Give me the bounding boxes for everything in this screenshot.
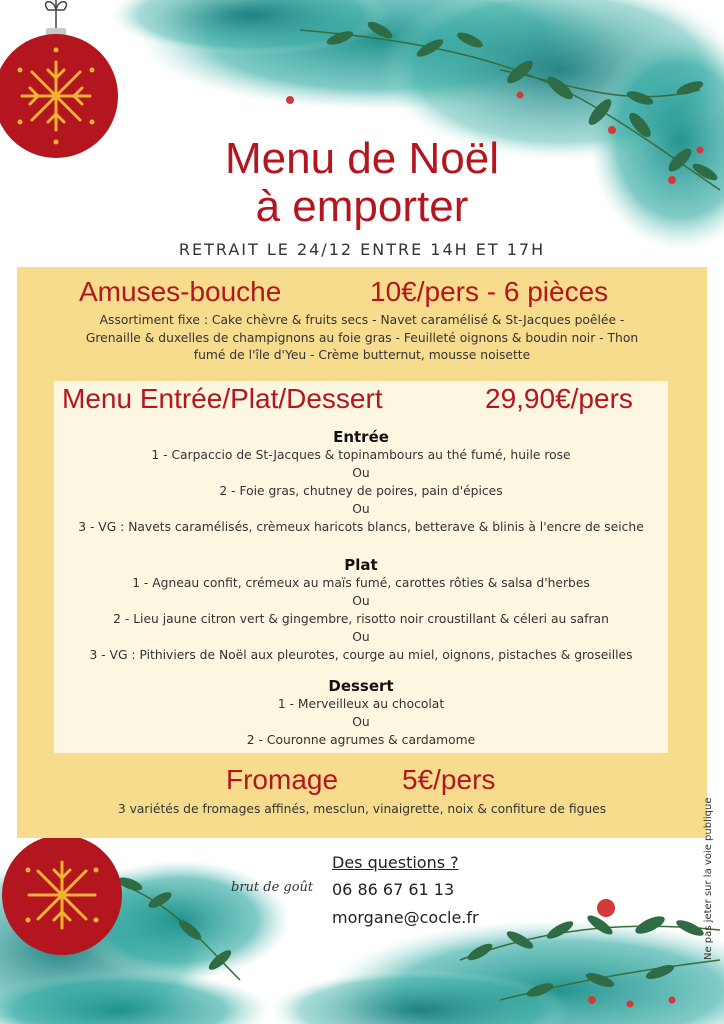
fromage-title: Fromage — [226, 764, 339, 795]
menu-price: 29,90€/pers — [485, 383, 633, 414]
amuses-price: 10€/pers - 6 pièces — [370, 276, 609, 307]
dessert-line: 1 - Merveilleux au chocolat — [277, 697, 445, 711]
entree-line: 2 - Foie gras, chutney de poires, pain d'épices — [219, 484, 503, 498]
entree-line: 1 - Carpaccio de St-Jacques & topinambours au thé fumé, huile rose — [151, 448, 571, 462]
dessert-line: 2 - Couronne agrumes & cardamome — [246, 733, 476, 747]
pickup-info: RETRAIT LE 24/12 ENTRE 14H ET 17H — [178, 240, 546, 259]
entree-line: Ou — [352, 466, 370, 480]
fromage-price: 5€/pers — [402, 764, 496, 795]
amuses-desc-line: fumé de l'île d'Yeu - Crème butternut, mousse noisette — [193, 348, 531, 362]
plat-heading: Plat — [344, 556, 378, 574]
plat-line: 1 - Agneau confit, crémeux au maïs fumé, carottes rôties & salsa d'herbes — [132, 576, 590, 590]
plat-line: Ou — [352, 630, 370, 644]
title-line-2: à emporter — [255, 182, 469, 231]
litter-notice: Ne pas jeter sur la voie publique — [703, 797, 714, 960]
phone-number[interactable]: 06 86 67 61 13 — [332, 880, 455, 899]
amuses-description — [0, 312, 724, 365]
plat-line: 3 - VG : Pithiviers de Noël aux pleurotes, courge au miel, oignons, pistaches & groseilles — [89, 648, 633, 662]
title-line-1: Menu de Noël — [225, 134, 499, 183]
dessert-section — [54, 677, 668, 749]
fromage-description: 3 variétés de fromages affinés, mesclun, vinaigrette, noix & confiture de figues — [117, 802, 607, 816]
brand-signature: brut de goût — [231, 880, 314, 895]
questions-heading: Des questions ? — [332, 853, 459, 872]
amuses-desc-line: Grenaille & duxelles de champignons au foie gras - Feuilleté oignons & boudin noir - Thon — [85, 330, 639, 345]
dessert-line: Ou — [352, 715, 370, 729]
amuses-title: Amuses-bouche — [79, 276, 282, 307]
dessert-heading: Dessert — [328, 677, 394, 695]
entree-heading: Entrée — [333, 428, 389, 446]
plat-section — [54, 556, 668, 664]
ornament-top-left — [0, 0, 118, 158]
plat-line: Ou — [352, 594, 370, 608]
plat-line: 2 - Lieu jaune citron vert & gingembre, risotto noir croustillant & céleri au safran — [113, 612, 609, 626]
amuses-desc-line: Assortiment fixe : Cake chèvre & fruits secs - Navet caramélisé & St-Jacques poêlée - — [99, 313, 625, 327]
entree-line: 3 - VG : Navets caramélisés, crèmeux haricots blancs, betterave & blinis à l'encre de seiche — [78, 520, 644, 534]
email-address[interactable]: morgane@cocle.fr — [332, 908, 479, 927]
menu-title: Menu Entrée/Plat/Dessert — [62, 383, 383, 414]
entree-line: Ou — [352, 502, 370, 516]
entree-section — [54, 428, 668, 536]
